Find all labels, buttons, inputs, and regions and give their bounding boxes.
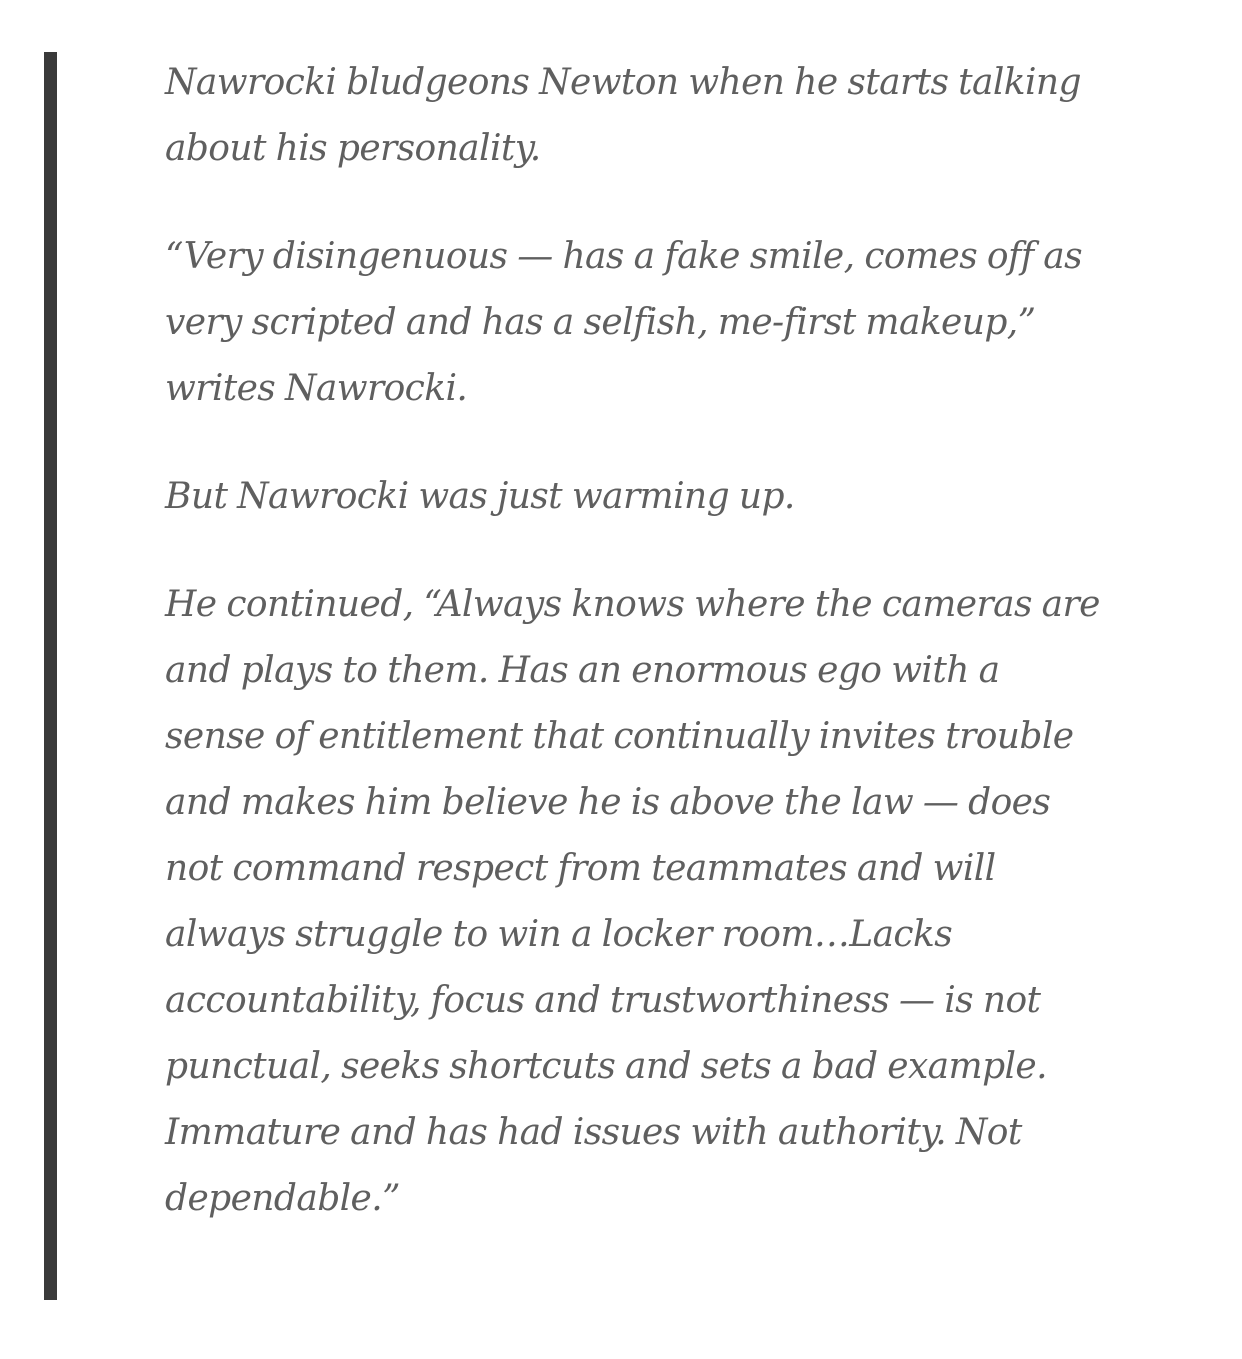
quote-paragraph-4: He continued, “Always knows where the cameras are and plays to them. Has an enormous ego with a sense of entitlement that continually invites trouble and makes him believe he is above the law — does not command respect from teammates and will always struggle to win a locker room…Lacks accountability, focus and trustworthiness — is not punctual, seeks shortcuts and sets a bad example. Immature and has had issues with authority. Not dependable.” bbox=[165, 584, 1100, 1219]
quote-body bbox=[165, 52, 1105, 1234]
quote-paragraph-3: But Nawrocki was just warming up. bbox=[165, 476, 795, 517]
quote-paragraph-1: Nawrocki bludgeons Newton when he starts talking about his personality. bbox=[165, 62, 1081, 169]
blockquote bbox=[44, 52, 1144, 1300]
quote-paragraph-2: “Very disingenuous — has a fake smile, comes off as very scripted and has a selfish, me-first makeup,” writes Nawrocki. bbox=[165, 236, 1083, 409]
